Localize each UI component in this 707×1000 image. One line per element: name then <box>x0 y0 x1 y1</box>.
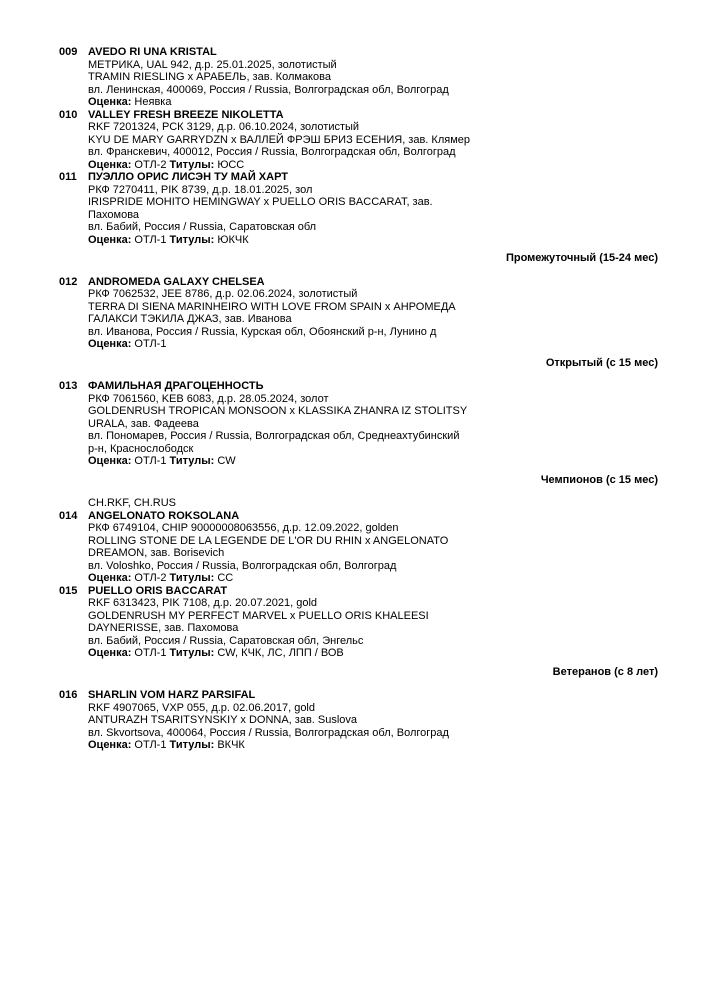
entry-detail-line: РКФ 7062532, JEE 8786, д.р. 02.06.2024, золотистый <box>88 288 358 300</box>
entry-detail-line: ANTURAZH TSARITSYNSKIY x DONNA, зав. Suslova <box>88 714 358 726</box>
entry-detail-line: KYU DE MARY GARRYDZN x ВАЛЛЕЙ ФРЭШ БРИЗ ЕСЕНИЯ, зав. Клямер <box>88 133 471 146</box>
entry-body <box>88 585 658 660</box>
ocenka-label: Оценка: <box>88 739 132 751</box>
entry-detail-line: вл. Voloshko, Россия / Russia, Волгоградская обл, Волгоград <box>88 559 397 572</box>
entry-detail-line: DREAMON, зав. Borisevich <box>88 547 225 559</box>
entry-number: 015 <box>59 584 78 597</box>
entry-number: 013 <box>59 380 78 392</box>
entry-body <box>88 380 658 468</box>
catalog-entry <box>59 171 658 246</box>
dog-name: ANDROMEDA GALAXY CHELSEA <box>88 275 265 288</box>
entry-body <box>88 689 658 752</box>
entry-detail-line: РКФ 7061560, KEB 6083, д.р. 28.05.2024, золот <box>88 392 329 405</box>
class-section-header: Промежуточный (15-24 мес) <box>505 252 658 264</box>
entry-detail-line: вл. Бабий, Россия / Russia, Саратовская обл <box>88 221 317 233</box>
ocenka-label: Оценка: <box>88 338 132 350</box>
entry-detail-line: вл. Пономарев, Россия / Russia, Волгоградская обл, Среднеахтубинский <box>88 430 460 442</box>
ocenka-value: ОТЛ-2 <box>131 572 167 584</box>
tituly-label: Титулы: <box>166 739 215 751</box>
ocenka-value: Неявка <box>131 96 172 108</box>
tituly-label: Титулы: <box>166 647 215 659</box>
class-section-header: Открытый (с 15 мес) <box>545 356 658 369</box>
entry-detail-line: TERRA DI SIENA MARINHEIRO WITH LOVE FROM SPAIN x АНРОМЕДА <box>88 300 456 313</box>
evaluation-line <box>88 739 658 752</box>
entry-detail-line: RKF 4907065, VXP 055, д.р. 02.06.2017, gold <box>88 701 315 714</box>
tituly-value: CC <box>214 572 234 584</box>
evaluation-line <box>88 234 658 247</box>
ocenka-value: ОТЛ-1 <box>131 647 167 659</box>
ocenka-value: ОТЛ-1 <box>131 233 167 246</box>
entry-detail-line: ROLLING STONE DE LA LEGENDE DE L'OR DU RHIN x ANGELONATO <box>88 534 449 547</box>
entry-detail-line: TRAMIN RIESLING x АРАБЕЛЬ, зав. Колмакова <box>88 71 331 83</box>
ocenka-label: Оценка: <box>88 572 132 584</box>
evaluation-line <box>88 159 658 172</box>
entry-number: 010 <box>59 108 78 121</box>
entry-number: 014 <box>59 509 78 522</box>
catalog <box>59 46 658 752</box>
tituly-label: Титулы: <box>166 572 215 584</box>
dog-name: ФАМИЛЬНАЯ ДРАГОЦЕННОСТЬ <box>88 380 264 392</box>
tituly-label: Титулы: <box>166 158 215 171</box>
entry-detail-line: GOLDENRUSH TROPICAN MONSOON x KLASSIKA ZHANRA IZ STOLITSY <box>88 405 468 417</box>
class-section-header: Ветеранов (с 8 лет) <box>552 665 658 678</box>
entry-body <box>88 276 658 351</box>
entry-detail-line: р-н, Краснослободск <box>88 442 194 455</box>
evaluation-line <box>88 572 658 585</box>
dog-name: PUELLO ORIS BACCARAT <box>88 584 228 597</box>
tituly-value: ЮКЧК <box>214 233 249 246</box>
ocenka-label: Оценка: <box>88 96 132 108</box>
entry-detail-line: вл. Ленинская, 400069, Россия / Russia, Волгоградская обл, Волгоград <box>88 83 449 96</box>
tituly-value: CW, КЧК, ЛС, ЛПП / ВОВ <box>214 647 344 659</box>
tituly-value: ВКЧК <box>214 739 245 751</box>
entry-detail-line: RKF 7201324, РСК 3129, д.р. 06.10.2024, золотистый <box>88 121 360 133</box>
entry-number: 016 <box>59 689 78 701</box>
dog-name: VALLEY FRESH BREEZE NIKOLETTA <box>88 108 284 121</box>
entry-detail-line: RKF 6313423, PIK 7108, д.р. 20.07.2021, gold <box>88 597 318 609</box>
entry-detail-line: Пахомова <box>88 208 140 221</box>
entry-body <box>88 46 658 109</box>
evaluation-line <box>88 96 658 109</box>
entry-number: 009 <box>59 46 78 58</box>
catalog-entry <box>59 109 658 172</box>
entry-detail-line: IRISPRIDE MOHITO HEMINGWAY x PUELLO ORIS BACCARAT, зав. <box>88 196 433 208</box>
catalog-entry <box>59 689 658 752</box>
entry-detail-line: GOLDENRUSH MY PERFECT MARVEL x PUELLO ORIS KHALEESI <box>88 609 429 622</box>
tituly-value: ЮСС <box>214 158 245 171</box>
entry-detail-line: вл. Skvortsova, 400064, Россия / Russia, Волгоградская обл, Волгоград <box>88 726 449 739</box>
ocenka-value: ОТЛ-2 <box>131 158 167 171</box>
ocenka-label: Оценка: <box>88 233 132 246</box>
ocenka-label: Оценка: <box>88 647 132 659</box>
entry-detail-line: DAYNERISSE, зав. Пахомова <box>88 622 239 634</box>
entry-detail-line: вл. Иванова, Россия / Russia, Курская обл, Обоянский р-н, Лунино д <box>88 325 437 338</box>
dog-name: ANGELONATO ROKSOLANA <box>88 509 240 522</box>
titles-note: CH.RKF, CH.RUS <box>88 497 177 509</box>
entry-number: 012 <box>59 275 78 288</box>
tituly-value: CW <box>214 455 236 467</box>
catalog-entry <box>59 510 658 585</box>
dog-name: ПУЭЛЛО ОРИС ЛИСЭН ТУ МАЙ ХАРТ <box>88 171 288 183</box>
catalog-entry <box>59 585 658 660</box>
entry-number: 011 <box>59 171 77 183</box>
ocenka-label: Оценка: <box>88 158 132 171</box>
entry-detail-line: вл. Бабий, Россия / Russia, Саратовская обл, Энгельс <box>88 634 364 647</box>
ocenka-value: ОТЛ-1 <box>131 739 167 751</box>
tituly-label: Титулы: <box>166 233 215 246</box>
entry-detail-line: URALA, зав. Фадеева <box>88 417 199 430</box>
dog-name: SHARLIN VOM HARZ PARSIFAL <box>88 689 256 701</box>
entry-detail-line: РКФ 7270411, PIK 8739, д.р. 18.01.2025, зол <box>88 183 313 196</box>
ocenka-value: ОТЛ-1 <box>131 455 167 467</box>
ocenka-label: Оценка: <box>88 455 132 467</box>
entry-detail-line: МЕТРИКА, UAL 942, д.р. 25.01.2025, золотистый <box>88 58 337 71</box>
entry-body <box>88 171 658 246</box>
catalog-entry <box>59 46 658 109</box>
catalog-entry <box>59 276 658 351</box>
entry-detail-line: ГАЛАКСИ ТЭКИЛА ДЖАЗ, зав. Иванова <box>88 313 292 325</box>
dog-name: AVEDO RI UNA KRISTAL <box>88 46 217 58</box>
entry-detail-line: вл. Франскевич, 400012, Россия / Russia, Волгоградская обл, Волгоград <box>88 146 456 158</box>
evaluation-line <box>88 647 658 660</box>
tituly-label: Титулы: <box>166 455 215 467</box>
entry-detail-line: РКФ 6749104, CHIP 90000008063556, д.р. 12.09.2022, golden <box>88 522 399 534</box>
class-section-header: Чемпионов (с 15 мес) <box>540 473 658 486</box>
entry-body <box>88 109 658 172</box>
ocenka-value: ОТЛ-1 <box>131 338 167 350</box>
evaluation-line <box>88 455 658 468</box>
evaluation-line <box>88 338 658 351</box>
entry-body <box>88 510 658 585</box>
catalog-entry <box>59 380 658 468</box>
